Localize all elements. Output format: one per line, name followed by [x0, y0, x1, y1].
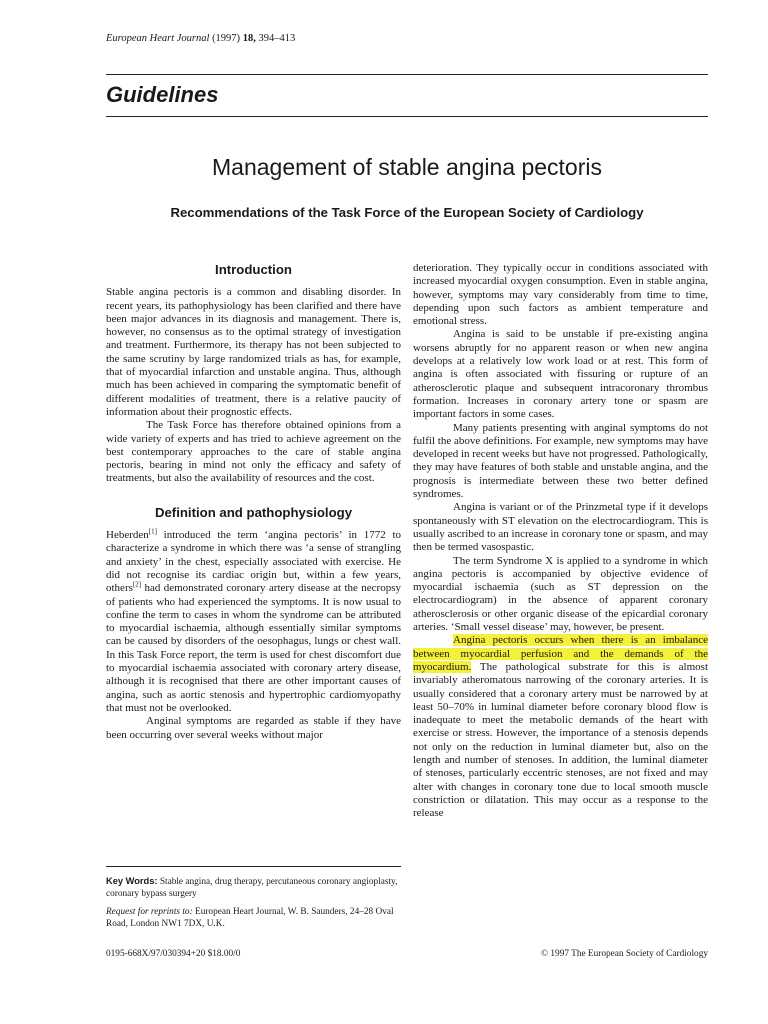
keywords-line [106, 875, 401, 900]
right-paragraph-2: Angina is said to be unstable if pre-existing angina worsens abruptly for no apparent reason or when new angina develops at a relatively low work load or at rest. This form of angina is often associated with fissuring or rupture of an atherosclerotic plaque and subsequent intracoronary thrombus formation. Increases in coronary artery tone or spasm are important factors in some cases. [413, 328, 708, 421]
intro-paragraph-2: The Task Force has therefore obtained opinions from a wide variety of experts and has tried to achieve agreement on the best contemporary approaches to the care of stable angina pectoris, bearing in mind not only the efficacy and safety of treatments, but also the availability of resources and the cost. [106, 419, 401, 485]
footnote [106, 866, 401, 930]
right-column [413, 262, 708, 820]
keywords-text: Stable angina, drug therapy, percutaneous coronary angioplasty, coronary bypass surgery [106, 877, 398, 899]
top-rule [106, 74, 708, 75]
reprints-label: Request for reprints to: [106, 907, 193, 917]
highlighted-text[interactable]: Angina pectoris occurs when there is an imbalance between myocardial perfusion and the demands of the myocardium. [413, 634, 708, 673]
article-code: 0195-668X/97/030394+20 $18.00/0 [106, 949, 241, 959]
heading-definition: Definition and pathophysiology [154, 504, 353, 520]
journal-name: European Heart Journal [106, 33, 210, 44]
definition-text-c: had demonstrated coronary artery disease at the necropsy of patients who had experienced the symptoms. It is now usual to confine the term to cases in whom the syndrome can be attributed to myocardial ischaemia, although essentially similar symptoms can be caused by disorders of the oesophagus, lungs or chest wall. In this Task Force report, the term is used for chest discomfort due to myocardial ischaemia associated with coronary artery disease, although it is recognised that there are other important causes of angina, such as aortic stenosis and hypertrophic cardiomyopathy that must not be overlooked. [106, 582, 401, 714]
journal-volume: 18, [242, 33, 256, 44]
journal-pages: 394–413 [258, 33, 296, 44]
right-paragraph-6 [413, 634, 708, 820]
right-paragraph-6-text: The pathological substrate for this is almost invariably atheromatous narrowing of the coronary arteries. It is usually considered that a coronary artery must be narrowed by at least 50–70% in luminal diameter before coronary blood flow is inadequate to meet the metabolic demands of the heart with exercise or stress. However, the importance of a stenosis depends not only on the reduction in luminal diameter but, also on the length and number of stenoses. In addition, the luminal diameter of stenoses, particularly eccentric stenoses, are not fixed and may alter with changes in coronary tone due to local smooth muscle constriction or dilatation. This may occur as a response to the release [413, 660, 708, 820]
definition-paragraph-1 [106, 529, 401, 715]
definition-text-a: Heberden [106, 529, 149, 542]
paper-subtitle: Recommendations of the Task Force of the European Society of Cardiology [170, 205, 644, 220]
intro-paragraph-1: Stable angina pectoris is a common and disabling disorder. In recent years, its pathophysiology has been clarified and there have been major advances in its diagnosis and management. There is, however, no consensus as to the optimal strategy of investigation and treatment. Furthermore, its therapy has not been subjected to the same scrutiny by large randomized trials as has, for example, that of myocardial infarction and unstable angina. Thus, although much has been achieved in comparing the symptomatic benefit of different modalities of treatment, there is a relative paucity of information about their prognostic effects. [106, 286, 401, 418]
section-label: Guidelines [106, 82, 219, 107]
section-rule [106, 116, 708, 117]
left-column [106, 260, 401, 742]
right-paragraph-3: Many patients presenting with anginal symptoms do not fulfil the above definitions. For example, new symptoms may have developed in recent weeks but have not progressed. Pathologically, they may have features of both stable and unstable angina, and the prognosis is intermediate between these two better defined syndromes. [413, 421, 708, 501]
definition-text-b: introduced the term ‘angina pectoris’ in 1772 to characterize a syndrome in which there was ‘a sense of strangling and anxiety’ in the chest, especially associated with exercise. He did not recognise its cardiac origin but, within a few years, others [106, 529, 401, 595]
reprints-line [106, 906, 401, 930]
right-paragraph-1: deterioration. They typically occur in conditions associated with increased myocardial oxygen consumption. Even in stable angina, however, symptoms may vary considerably from time to time, depending upon such factors as ambient temperature and emotional stress. [413, 262, 708, 328]
reference-2: [2] [132, 580, 142, 589]
heading-introduction: Introduction [215, 262, 292, 277]
definition-paragraph-2: Anginal symptoms are regarded as stable if they have been occurring over several weeks without major [106, 715, 401, 741]
reprints-text: European Heart Journal, W. B. Saunders, 24–28 Oval Road, London NW1 7DX, U.K. [106, 907, 394, 929]
journal-citation [106, 33, 295, 44]
right-paragraph-5: The term Syndrome X is applied to a syndrome in which angina pectoris is accompanied by objective evidence of myocardial ischaemia (such as ST depression on the electrocardiogram) in the absence of apparent coronary atherosclerosis or other organic disease of the epicardial coronary arteries. ‘Small vessel disease’ may, however, be present. [413, 554, 708, 634]
paper-title: Management of stable angina pectoris [212, 154, 602, 180]
copyright: © 1997 The European Society of Cardiology [541, 949, 708, 959]
reference-1: [1] [148, 527, 157, 536]
right-paragraph-4: Angina is variant or of the Prinzmetal type if it develops spontaneously with ST elevation on the electrocardiogram. This is usually ascribed to an increase in coronary tone or spasm, and may then be termed vasospastic. [413, 501, 708, 554]
journal-year: (1997) [212, 33, 241, 44]
keywords-label: Key Words: [106, 876, 158, 886]
